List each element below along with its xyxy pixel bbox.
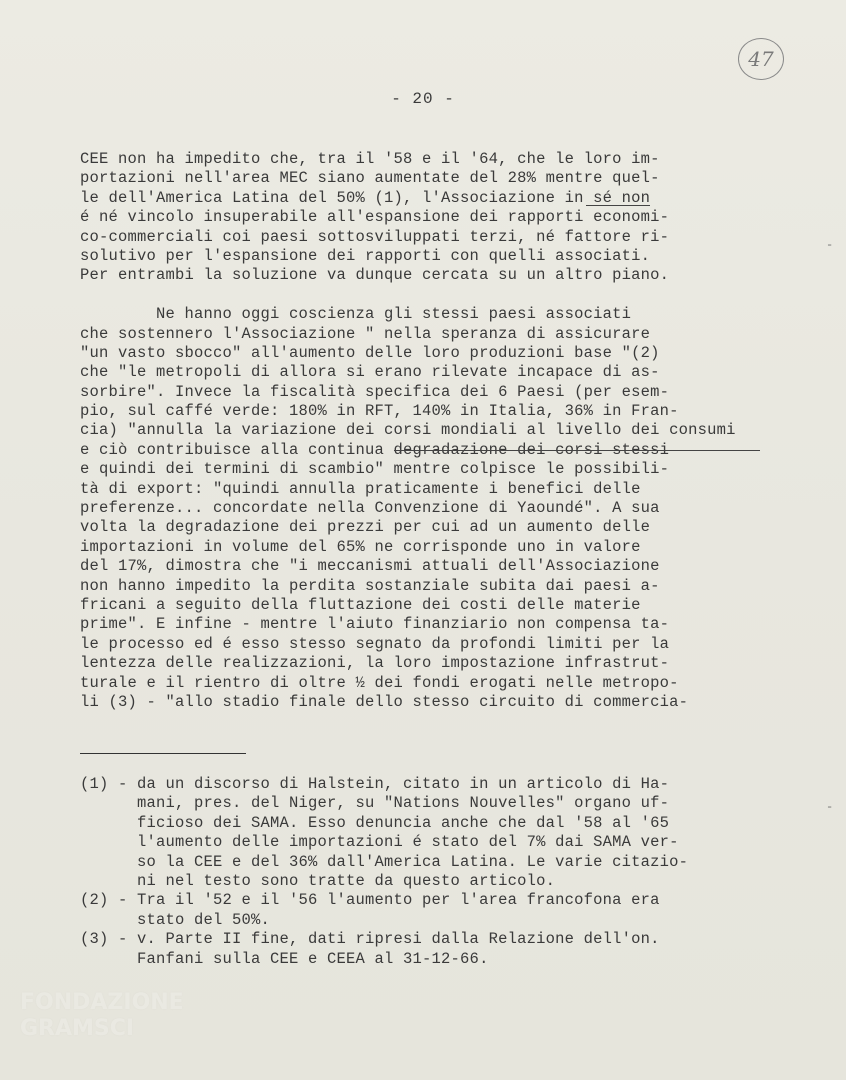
text-line: volta la degradazione dei prezzi per cui ad un aumento delle <box>80 518 651 537</box>
stamp-number: 47 <box>748 47 774 71</box>
text-line: e quindi dei termini di scambio" mentre colpisce le possibili- <box>80 460 670 479</box>
footnote-line: ficioso dei SAMA. Esso denuncia anche che dal '58 al '65 <box>80 813 670 832</box>
footnote-line: stato del 50%. <box>80 910 271 929</box>
text-line: preferenze... concordate nella Convenzione di Yaoundé". A sua <box>80 499 660 518</box>
text-line: cia) "annulla la variazione dei corsi mondiali al livello dei consumi <box>80 421 736 440</box>
footnote-line: (1) - da un discorso di Halstein, citato in un articolo di Ha- <box>80 775 670 793</box>
archive-number-stamp <box>738 38 784 80</box>
page-number: - 20 - <box>391 90 455 108</box>
text-line: Per entrambi la soluzione va dunque cercata su un altro piano. <box>80 266 670 285</box>
footnote-line: l'aumento delle importazioni é stato del 7% dai SAMA ver- <box>80 833 679 852</box>
text-line: che "le metropoli di allora si erano rilevate incapace di as- <box>80 363 660 382</box>
text-line: turale e il rientro di oltre ½ dei fondi erogati nelle metropo- <box>80 673 679 692</box>
text-line: che sostennero l'Associazione " nella speranza di assicurare <box>80 324 651 343</box>
text-line: le processo ed é esso stesso segnato da profondi limiti per la <box>80 634 670 653</box>
footnote-line: mani, pres. del Niger, su "Nations Nouvelles" organo uf- <box>80 794 670 813</box>
footnote-line: (3) - v. Parte II fine, dati ripresi dalla Relazione dell'on. <box>80 930 660 949</box>
text-line: sorbire". Invece la fiscalità specifica dei 6 Paesi (per esem- <box>80 382 670 401</box>
footnotes <box>80 775 780 969</box>
footnote-separator <box>80 753 246 754</box>
text-line: Ne hanno oggi coscienza gli stessi paesi associati <box>80 305 632 324</box>
text-line: lentezza delle realizzazioni, la loro impostazione infrastrut- <box>80 654 670 673</box>
text-line: portazioni nell'area MEC siano aumentate del 28% mentre quel- <box>80 169 660 188</box>
margin-mark: - <box>826 238 834 252</box>
text-line: tà di export: "quindi annulla praticamente i benefici delle <box>80 479 641 498</box>
text-line: non hanno impedito la perdita sostanziale subita dai paesi a- <box>80 576 660 595</box>
body-text <box>80 150 780 712</box>
text-line: co-commerciali coi paesi sottosviluppati terzi, né fattore ri- <box>80 227 670 246</box>
text-line: li (3) - "allo stadio finale dello stesso circuito di commercia- <box>80 692 689 711</box>
watermark-line-2: GRAMSCI <box>20 1016 135 1041</box>
paragraph-1 <box>80 150 780 286</box>
paragraph-spacer <box>80 286 780 305</box>
text-line: é né vincolo insuperabile all'espansione dei rapporti economi- <box>80 208 670 227</box>
footnote-line: Fanfani sulla CEE e CEEA al 31-12-66. <box>80 949 489 968</box>
margin-mark: - <box>826 800 834 814</box>
watermark-logo <box>20 990 220 1060</box>
footnote-line: (2) - Tra il '52 e il '56 l'aumento per l'area francofona era <box>80 891 660 910</box>
underline-in-se <box>586 205 650 206</box>
text-line: prime". E infine - mentre l'aiuto finanziario non compensa ta- <box>80 615 670 634</box>
text-line: del 17%, dimostra che "i meccanismi attuali dell'Associazione <box>80 557 660 576</box>
text-line: solutivo per l'espansione dei rapporti con quelli associati. <box>80 246 651 265</box>
text-line: "un vasto sbocco" all'aumento delle loro produzioni base "(2) <box>80 343 660 362</box>
footnote-line: so la CEE e del 36% dall'America Latina. Le varie citazio- <box>80 852 689 871</box>
watermark-line-1: FONDAZIONE <box>20 990 184 1015</box>
text-line: e ciò contribuisce alla continua degradazione dei corsi stessi <box>80 440 670 459</box>
text-line: fricani a seguito della fluttazione dei costi delle materie <box>80 595 641 614</box>
underline-corsi-mondiali <box>394 450 760 451</box>
paragraph-2 <box>80 305 780 712</box>
text-line: pio, sul caffé verde: 180% in RFT, 140% in Italia, 36% in Fran- <box>80 402 679 421</box>
text-line: le dell'America Latina del 50% (1), l'Associazione in sé non <box>80 188 651 207</box>
text-line: importazioni in volume del 65% ne corrisponde uno in valore <box>80 537 641 556</box>
footnote-line: ni nel testo sono tratte da questo articolo. <box>80 871 556 890</box>
text-line: CEE non ha impedito che, tra il '58 e il '64, che le loro im- <box>80 150 660 168</box>
